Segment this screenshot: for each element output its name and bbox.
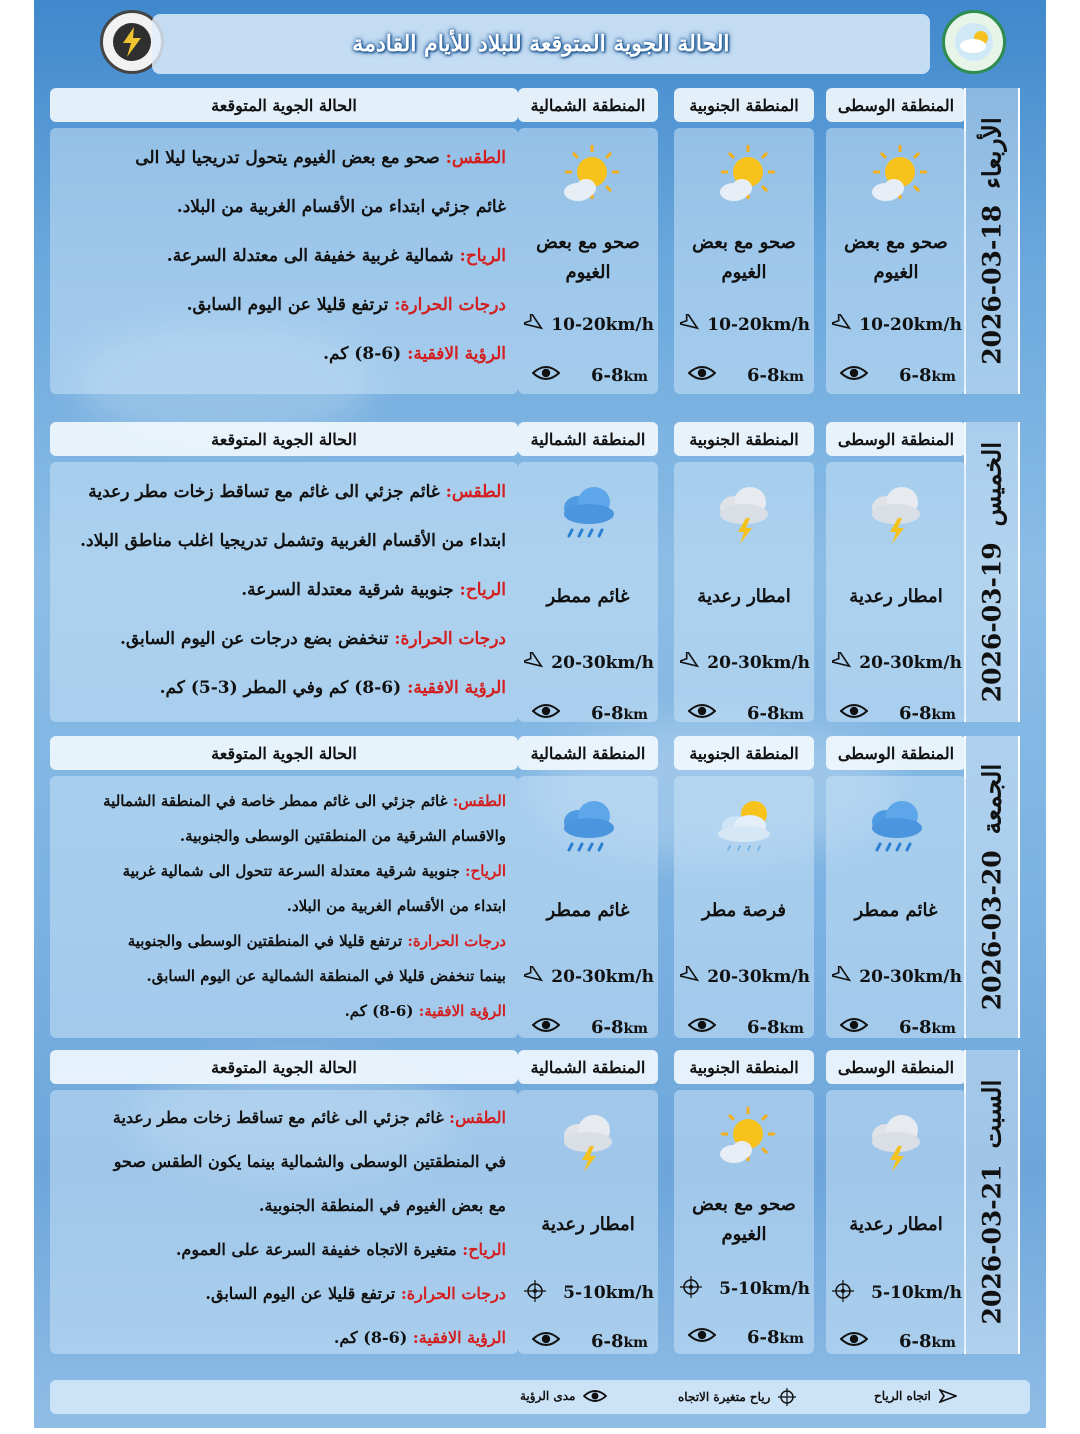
forecast-line-label: درجات الحرارة: — [400, 1284, 506, 1303]
day-row — [50, 1050, 1030, 1354]
meteorological-authority-logo — [942, 10, 1006, 74]
rain-cloud-icon — [862, 792, 932, 862]
forecast-line — [58, 792, 506, 810]
region-name: المنطقة الشمالية — [518, 88, 658, 122]
eye-icon — [688, 702, 716, 724]
sun-cloud-icon — [862, 144, 932, 214]
legend-variable-wind-label: رياح متغيرة الاتجاه — [678, 1390, 771, 1404]
legend-visibility-label: مدى الرؤية — [520, 1389, 576, 1403]
wind-row — [680, 652, 810, 674]
region-column — [826, 1050, 966, 1354]
region-column — [826, 88, 966, 394]
forecast-line-label: درجات الحرارة: — [394, 629, 506, 649]
eye-icon — [688, 1016, 716, 1038]
forecast-line-label: الطقس: — [445, 482, 506, 502]
region-card — [674, 128, 814, 394]
forecast-line — [58, 862, 506, 880]
sun-cloud-icon — [554, 144, 624, 214]
wind-speed: 10-20km/h — [707, 315, 810, 335]
region-column — [518, 736, 658, 1038]
forecast-line — [58, 1284, 506, 1303]
region-name: المنطقة الجنوبية — [674, 88, 814, 122]
forecast-line — [58, 246, 506, 266]
forecast-line — [58, 1002, 506, 1020]
region-column — [674, 88, 814, 394]
eye-icon — [532, 702, 560, 724]
wind-direction-arrow-icon — [524, 652, 544, 674]
condition-text: امطار رعدية — [849, 1214, 943, 1235]
forecast-line — [58, 482, 506, 502]
region-column — [826, 736, 966, 1038]
forecast-line-text: ترتفع قليلا عن اليوم السابق. — [205, 1284, 396, 1303]
forecast-line-text: صحو مع بعض الغيوم يتحول تدريجيا ليلا الى — [135, 148, 440, 168]
forecast-line — [58, 678, 506, 698]
forecast-line-text: ترتفع قليلا في المنطقتين الوسطى والجنوبية — [127, 932, 403, 950]
wind-row — [832, 966, 962, 988]
region-column — [518, 422, 658, 722]
region-card — [826, 776, 966, 1038]
forecast-line — [58, 629, 506, 649]
legend-visibility — [520, 1388, 607, 1404]
region-name: المنطقة الوسطى — [826, 1050, 966, 1084]
day-date: 2026-03-18 — [977, 204, 1007, 365]
legend-wind-direction-label: اتجاه الرياح — [874, 1389, 931, 1403]
visibility-row — [840, 702, 956, 724]
eye-icon — [840, 702, 868, 724]
date-box — [964, 422, 1020, 722]
eye-icon — [688, 1326, 716, 1348]
variable-wind-icon — [832, 1280, 854, 1306]
day-date: 2026-03-19 — [977, 542, 1007, 703]
eye-icon — [532, 1330, 560, 1352]
wind-row — [680, 314, 810, 336]
visibility-row — [532, 1330, 648, 1352]
forecast-line-text: غائم جزئي الى غائم مع تساقط زخات مطر رعدية — [88, 482, 440, 502]
forecast-line-text: بينما تنخفض قليلا في المنطقة الشمالية عن اليوم السابق. — [146, 967, 506, 985]
forecast-header: الحالة الجوية المتوقعة — [50, 88, 518, 122]
region-card — [674, 776, 814, 1038]
visibility-value: 6-8km — [590, 702, 648, 724]
wind-speed: 20-30km/h — [859, 967, 962, 987]
wind-row — [832, 1280, 962, 1306]
forecast-line — [58, 1328, 506, 1347]
region-card — [518, 1090, 658, 1354]
visibility-value: 6-8km — [898, 1330, 956, 1352]
region-card — [518, 128, 658, 394]
condition-text: امطار رعدية — [849, 586, 943, 607]
day-row — [50, 422, 1030, 722]
wind-row — [680, 966, 810, 988]
forecast-line-text: جنوبية شرقية معتدلة السرعة. — [241, 580, 454, 600]
wind-direction-arrow-icon — [832, 966, 852, 988]
forecast-line-label: درجات الحرارة: — [407, 932, 506, 950]
wind-row — [680, 1276, 810, 1302]
eye-icon — [583, 1388, 607, 1404]
visibility-row — [532, 364, 648, 386]
thunderstorm-icon — [554, 1106, 624, 1176]
region-column — [674, 422, 814, 722]
forecast-line-text: ترتفع قليلا عن اليوم السابق. — [186, 295, 389, 315]
wind-row — [832, 652, 962, 674]
forecast-line-text: تنخفض بضع درجات عن اليوم السابق. — [119, 629, 389, 649]
forecast-line — [58, 1108, 506, 1127]
wind-speed: 10-20km/h — [551, 315, 654, 335]
forecast-line — [58, 344, 506, 364]
wind-direction-arrow-icon — [524, 314, 544, 336]
forecast-line-label: الرياح: — [462, 1240, 506, 1259]
legend-variable-wind — [678, 1388, 796, 1406]
forecast-line-text: ابتداء من الأقسام الغربية من البلاد. — [286, 897, 506, 915]
visibility-value: 6-8km — [590, 1016, 648, 1038]
page-title: الحالة الجوية المتوقعة للبلاد للأيام القادمة — [352, 31, 730, 57]
date-box — [964, 88, 1020, 394]
wind-direction-arrow-icon — [680, 652, 700, 674]
wind-direction-arrow-icon — [680, 966, 700, 988]
forecast-line-text: مع بعض الغيوم في المنطقة الجنوبية. — [258, 1196, 506, 1215]
forecast-line — [58, 1240, 506, 1259]
forecast-line-text: (6-8) كم وفي المطر (3-5) كم. — [159, 678, 402, 698]
forecast-line-label: الرياح: — [465, 862, 506, 880]
day-date: 2026-03-20 — [977, 850, 1007, 1011]
visibility-row — [532, 702, 648, 724]
forecast-line-text: والاقسام الشرقية من المنطقتين الوسطى والجنوبية. — [179, 827, 506, 845]
visibility-row — [532, 1016, 648, 1038]
condition-text: صحو مع بعض الغيوم — [692, 1194, 796, 1245]
rain-cloud-icon — [554, 792, 624, 862]
forecast-line — [58, 827, 506, 845]
forecast-line-text: شمالية غربية خفيفة الى معتدلة السرعة. — [166, 246, 454, 266]
wind-direction-arrow-icon — [832, 314, 852, 336]
wind-speed: 10-20km/h — [859, 315, 962, 335]
forecast-card — [50, 1050, 518, 1354]
forecast-line-label: الرؤية الافقية: — [407, 344, 506, 364]
forecast-line-label: الرؤية الافقية: — [412, 1328, 506, 1347]
region-column — [518, 1050, 658, 1354]
day-date: 2026-03-21 — [977, 1164, 1007, 1325]
wind-direction-arrow-icon — [939, 1388, 957, 1404]
region-name: المنطقة الجنوبية — [674, 422, 814, 456]
forecast-line-text: غائم جزئي الى غائم مع تساقط زخات مطر رعدية — [112, 1108, 444, 1127]
region-name: المنطقة الجنوبية — [674, 736, 814, 770]
sun-cloud-icon — [710, 144, 780, 214]
forecast-line — [58, 580, 506, 600]
visibility-value: 6-8km — [590, 364, 648, 386]
thunderstorm-icon — [710, 478, 780, 548]
wind-row — [524, 1280, 654, 1306]
forecast-line — [58, 932, 506, 950]
visibility-value: 6-8km — [590, 1330, 648, 1352]
eye-icon — [532, 1016, 560, 1038]
visibility-value: 6-8km — [746, 702, 804, 724]
forecast-header: الحالة الجوية المتوقعة — [50, 736, 518, 770]
variable-wind-icon — [778, 1388, 796, 1406]
rain-cloud-icon — [554, 478, 624, 548]
region-card — [826, 128, 966, 394]
thunderstorm-icon — [862, 1106, 932, 1176]
forecast-text-body — [50, 128, 518, 394]
day-weekday: الجمعة — [977, 763, 1007, 835]
forecast-line-text: غائم جزئي ابتداء من الأقسام الغربية من البلاد. — [176, 197, 506, 217]
forecast-line-text: متغيرة الاتجاه خفيفة السرعة على العموم. — [175, 1240, 457, 1259]
sun-cloud-icon — [710, 1106, 780, 1176]
region-name: المنطقة الوسطى — [826, 422, 966, 456]
forecast-card — [50, 88, 518, 394]
day-weekday: الخميس — [977, 441, 1007, 527]
region-name: المنطقة الوسطى — [826, 736, 966, 770]
forecast-line-label: الطقس: — [445, 148, 506, 168]
wind-speed: 5-10km/h — [871, 1283, 962, 1303]
condition-text: امطار رعدية — [697, 586, 791, 607]
thunderstorm-icon — [862, 478, 932, 548]
visibility-value: 6-8km — [746, 1326, 804, 1348]
eye-icon — [840, 364, 868, 386]
day-weekday: السبت — [977, 1079, 1007, 1149]
wind-speed: 20-30km/h — [707, 967, 810, 987]
visibility-value: 6-8km — [746, 364, 804, 386]
condition-text: فرصة مطر — [701, 900, 787, 921]
visibility-row — [688, 364, 804, 386]
region-card — [826, 462, 966, 722]
forecast-text-body — [50, 776, 518, 1038]
region-card — [674, 1090, 814, 1354]
date-box — [964, 736, 1020, 1038]
wind-speed: 5-10km/h — [719, 1279, 810, 1299]
visibility-value: 6-8km — [898, 1016, 956, 1038]
day-weekday: الأربعاء — [977, 117, 1007, 189]
visibility-value: 6-8km — [898, 364, 956, 386]
forecast-line-label: الرؤية الافقية: — [418, 1002, 506, 1020]
forecast-line-label: الطقس: — [449, 1108, 506, 1127]
forecast-line-text: (6-8) كم. — [323, 344, 402, 364]
visibility-row — [840, 364, 956, 386]
wind-speed: 20-30km/h — [551, 653, 654, 673]
forecast-header: الحالة الجوية المتوقعة — [50, 1050, 518, 1084]
condition-text: غائم ممطر — [546, 586, 630, 607]
variable-wind-icon — [524, 1280, 546, 1306]
forecast-card — [50, 736, 518, 1038]
legend-wind-direction — [874, 1388, 957, 1404]
visibility-row — [688, 1326, 804, 1348]
wind-row — [524, 966, 654, 988]
condition-text: غائم ممطر — [854, 900, 938, 921]
visibility-row — [688, 1016, 804, 1038]
condition-text: غائم ممطر — [546, 900, 630, 921]
region-card — [518, 776, 658, 1038]
eye-icon — [840, 1330, 868, 1352]
region-name: المنطقة الشمالية — [518, 422, 658, 456]
forecast-text-body — [50, 1090, 518, 1354]
forecast-line-text: جنوبية شرقية معتدلة السرعة تتحول الى شمالية غربية — [122, 862, 460, 880]
forecast-line-text: في المنطقتين الوسطى والشمالية بينما يكون الطقس صحو — [113, 1152, 506, 1171]
region-column — [674, 1050, 814, 1354]
wind-direction-arrow-icon — [524, 966, 544, 988]
forecast-line — [58, 295, 506, 315]
visibility-row — [840, 1330, 956, 1352]
region-name: المنطقة الوسطى — [826, 88, 966, 122]
wind-speed: 5-10km/h — [563, 1283, 654, 1303]
date-box — [964, 1050, 1020, 1354]
forecast-card — [50, 422, 518, 722]
forecast-line-text: (6-8) كم. — [344, 1002, 414, 1020]
region-name: المنطقة الشمالية — [518, 736, 658, 770]
day-row — [50, 736, 1030, 1038]
region-card — [826, 1090, 966, 1354]
region-column — [674, 736, 814, 1038]
forecast-line-text: ابتداء من الأقسام الغربية وتشمل تدريجيا اغلب مناطق البلاد. — [80, 531, 506, 551]
region-card — [518, 462, 658, 722]
forecast-page — [34, 0, 1046, 1428]
region-name: المنطقة الشمالية — [518, 1050, 658, 1084]
eye-icon — [840, 1016, 868, 1038]
condition-text: امطار رعدية — [541, 1214, 635, 1235]
forecast-line-label: الرياح: — [459, 246, 506, 266]
eye-icon — [688, 364, 716, 386]
forecast-line-label: درجات الحرارة: — [394, 295, 506, 315]
visibility-row — [688, 702, 804, 724]
visibility-row — [840, 1016, 956, 1038]
forecast-line-label: الرياح: — [459, 580, 506, 600]
wind-speed: 20-30km/h — [707, 653, 810, 673]
page-title-bar — [152, 14, 930, 74]
wind-direction-arrow-icon — [680, 314, 700, 336]
wind-speed: 20-30km/h — [551, 967, 654, 987]
forecast-line-label: الطقس: — [452, 792, 506, 810]
day-row — [50, 88, 1030, 394]
forecast-header: الحالة الجوية المتوقعة — [50, 422, 518, 456]
forecast-line — [58, 897, 506, 915]
condition-text: صحو مع بعض الغيوم — [844, 232, 948, 283]
wind-speed: 20-30km/h — [859, 653, 962, 673]
forecast-line — [58, 148, 506, 168]
condition-text: صحو مع بعض الغيوم — [536, 232, 640, 283]
wind-row — [524, 652, 654, 674]
region-column — [826, 422, 966, 722]
forecast-line-text: (6-8) كم. — [333, 1328, 408, 1347]
forecast-line — [58, 197, 506, 217]
region-card — [674, 462, 814, 722]
forecast-line — [58, 531, 506, 551]
wind-row — [524, 314, 654, 336]
visibility-value: 6-8km — [746, 1016, 804, 1038]
wind-direction-arrow-icon — [832, 652, 852, 674]
region-name: المنطقة الجنوبية — [674, 1050, 814, 1084]
region-column — [518, 88, 658, 394]
wind-row — [832, 314, 962, 336]
forecast-line — [58, 967, 506, 985]
eye-icon — [532, 364, 560, 386]
chance-rain-icon — [710, 792, 780, 862]
forecast-line — [58, 1152, 506, 1171]
visibility-value: 6-8km — [898, 702, 956, 724]
forecast-line — [58, 1196, 506, 1215]
variable-wind-icon — [680, 1276, 702, 1302]
legend-bar — [50, 1380, 1030, 1414]
forecast-line-text: غائم جزئي الى غائم ممطر خاصة في المنطقة الشمالية — [103, 792, 448, 810]
forecast-text-body — [50, 462, 518, 722]
condition-text: صحو مع بعض الغيوم — [692, 232, 796, 283]
forecast-line-label: الرؤية الافقية: — [407, 678, 506, 698]
